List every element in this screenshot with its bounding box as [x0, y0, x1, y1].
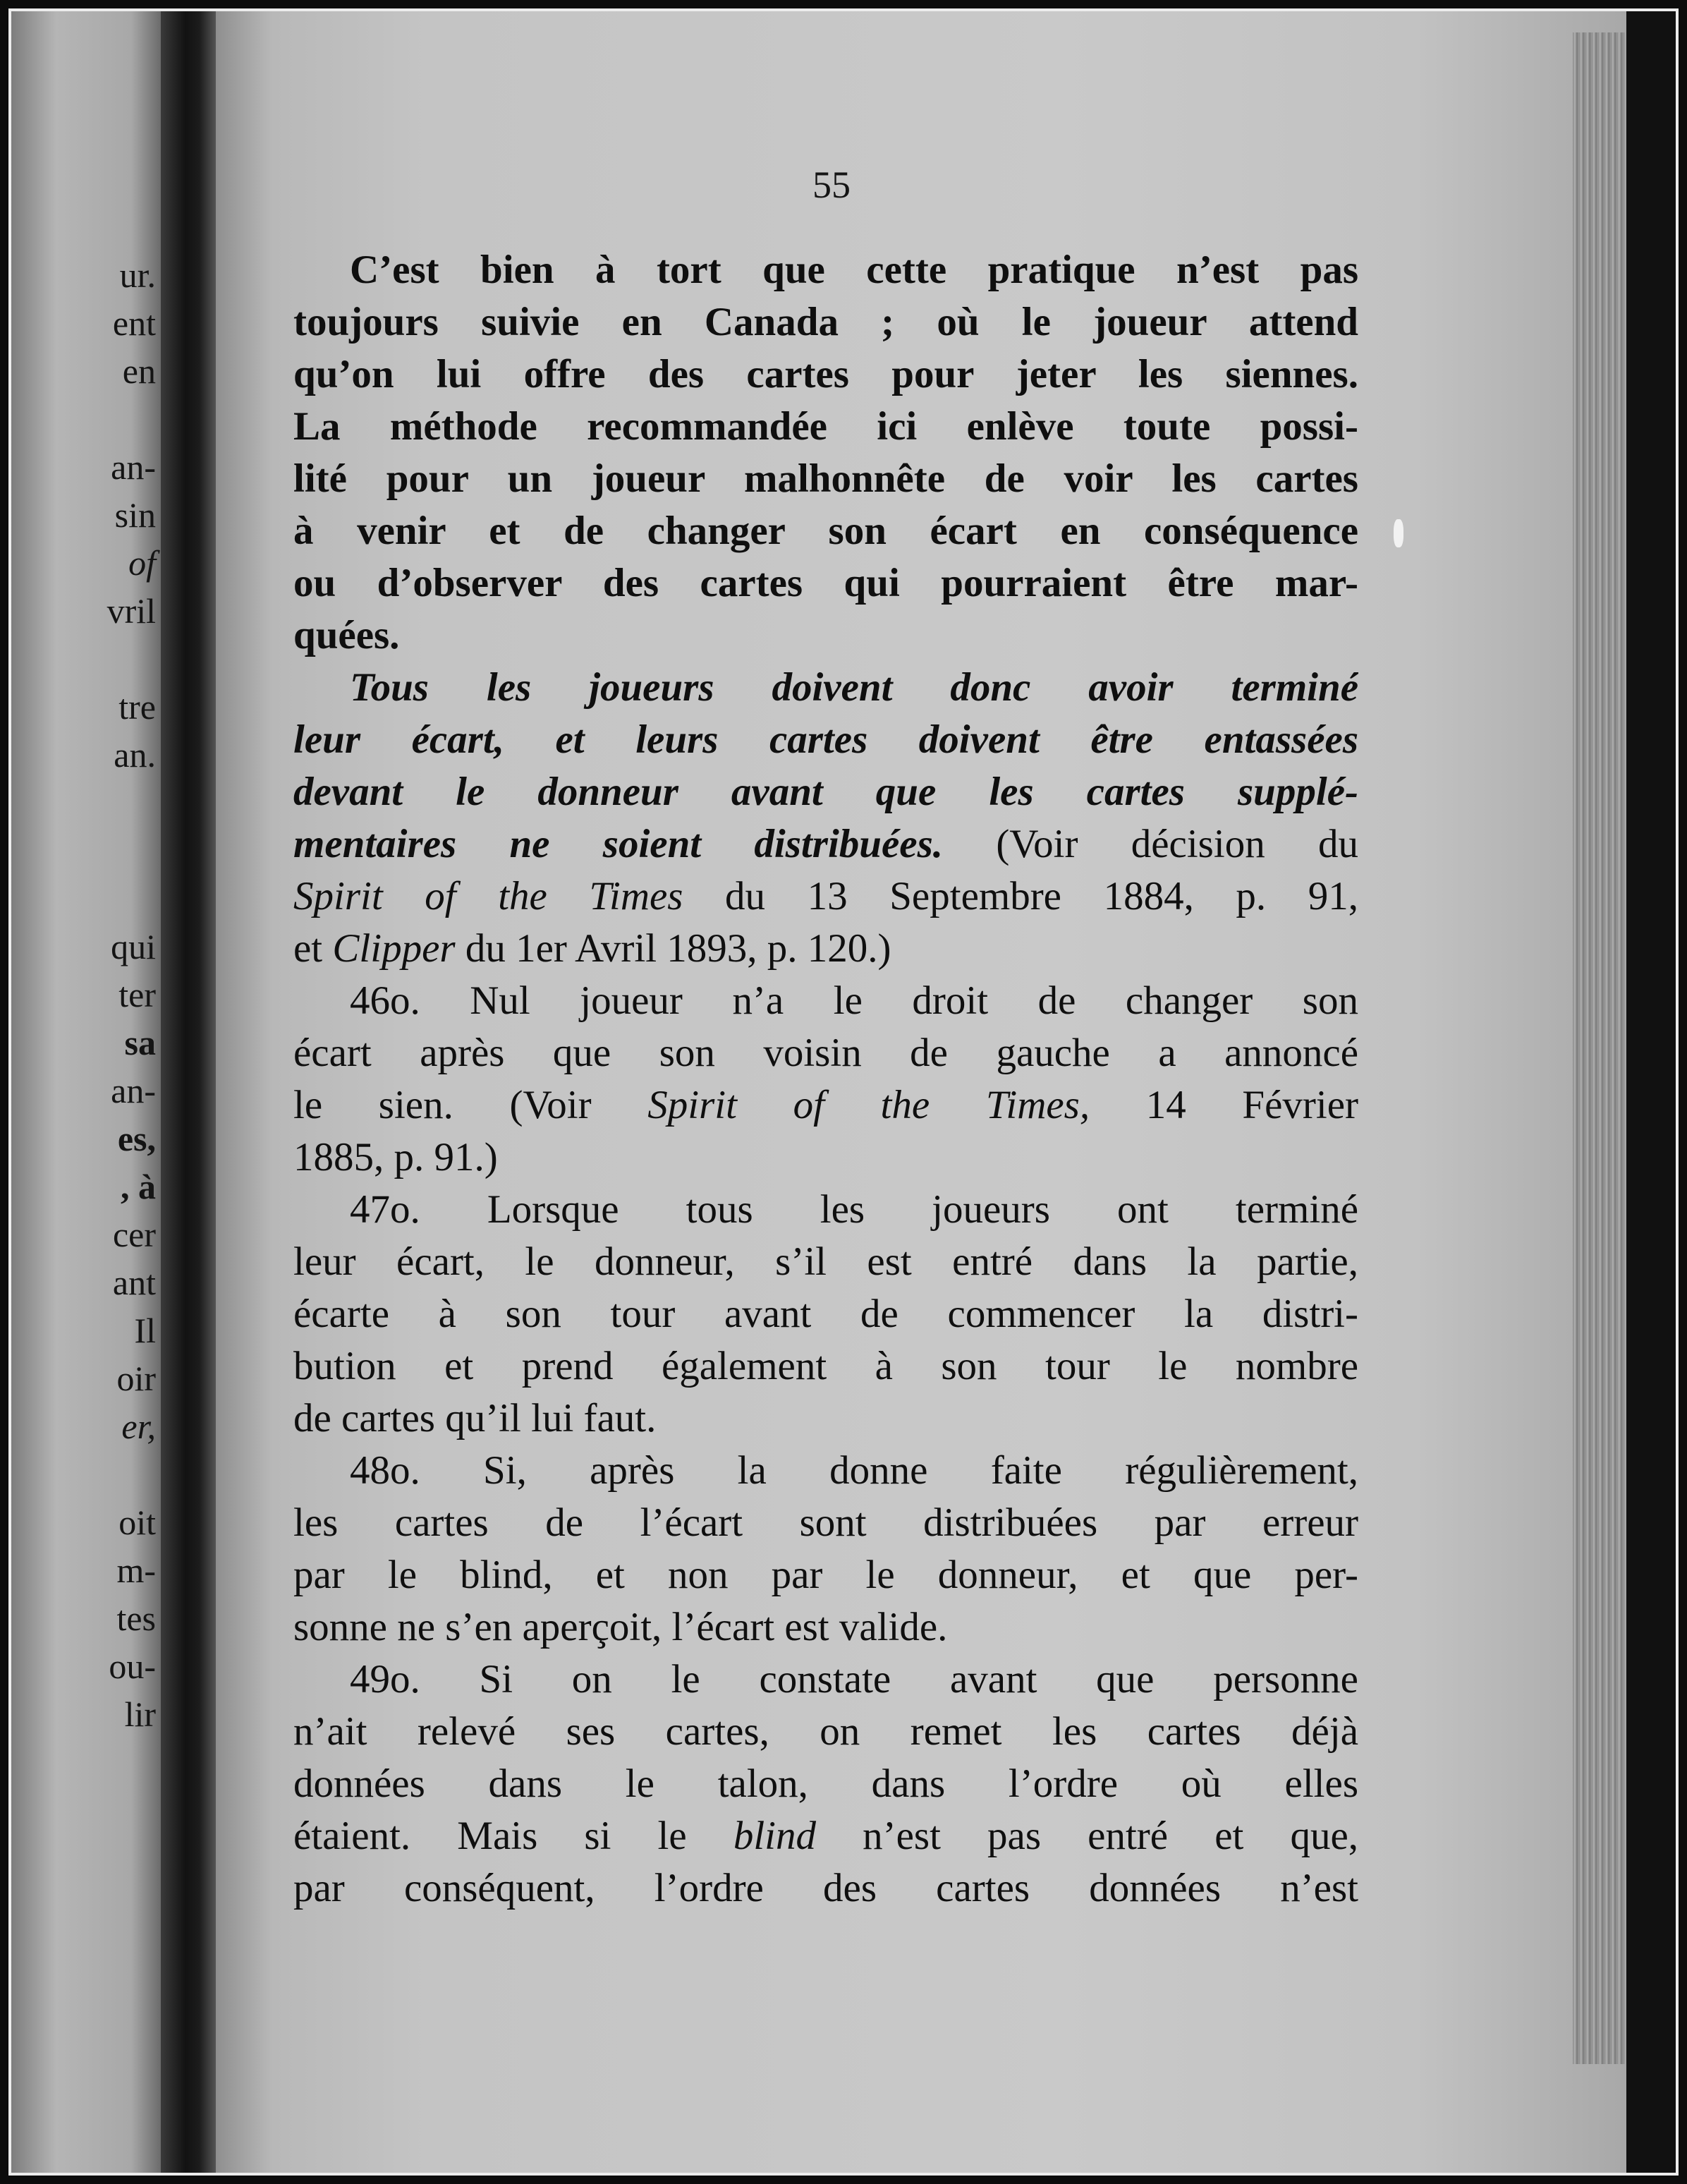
fragment: , à: [121, 1167, 156, 1206]
page-edges: [1573, 32, 1626, 2064]
fragment: sin: [114, 495, 156, 535]
fragment: [11, 1450, 156, 1498]
text-line: toujours suivie en Canada ; où le joueur attend: [293, 300, 1358, 344]
text-line: 47o. Lorsque tous les joueurs ont terminé: [350, 1187, 1358, 1232]
fragment: [11, 779, 156, 827]
roman-run: du 13 Septembre 1884, p. 91,: [683, 874, 1358, 918]
text-line: La méthode recommandée ici enlève toute possi-: [293, 404, 1358, 449]
text-line: ou d’observer des cartes qui pourraient être mar-: [293, 561, 1358, 605]
page-number: 55: [812, 164, 851, 206]
text-line: quées.: [293, 613, 400, 657]
roman-run: et: [293, 926, 333, 971]
text-line: [293, 818, 1358, 870]
fragment: ter: [118, 975, 156, 1014]
fragment: ant: [112, 1263, 156, 1302]
text-line: lité pour un joueur malhonnête de voir les cartes: [293, 456, 1358, 501]
text-line: par le blind, et non par le donneur, et que per-: [293, 1553, 1358, 1597]
fragment: of: [128, 543, 156, 583]
italic-run: mentaires ne soient distribuées.: [293, 822, 944, 866]
roman-run: n’est pas entré et que,: [816, 1814, 1358, 1858]
fragment: oit: [118, 1503, 156, 1542]
text-line: sonne ne s’en aperçoit, l’écart est valide.: [293, 1605, 948, 1649]
roman-run: du 1er Avril 1893, p. 120.): [455, 926, 891, 971]
text-line: 48o. Si, après la donne faite régulièrement,: [350, 1448, 1358, 1493]
scan-speck: [1394, 519, 1403, 547]
fragment: an.: [114, 735, 156, 775]
text-line: devant le donneur avant que les cartes supplé-: [293, 770, 1358, 814]
text-line: écart après que son voisin de gauche a annoncé: [293, 1031, 1358, 1075]
text-line: qu’on lui offre des cartes pour jeter les siennes.: [293, 352, 1358, 396]
fragment: lir: [124, 1694, 156, 1734]
text-line: les cartes de l’écart sont distribuées par erreur: [293, 1500, 1358, 1545]
fragment: ur.: [119, 255, 156, 295]
fragment: tre: [118, 687, 156, 727]
text-line: à venir et de changer son écart en conséquence: [293, 509, 1358, 553]
text-line: de cartes qu’il lui faut.: [293, 1396, 657, 1440]
fragment: tes: [116, 1598, 156, 1638]
text-line: Tous les joueurs doivent donc avoir terminé: [350, 665, 1358, 710]
fragment: ent: [112, 303, 156, 343]
text-line: [293, 870, 1358, 923]
roman-run: 14 Février: [1090, 1083, 1358, 1127]
fragment: an-: [111, 447, 156, 487]
text-line: 46o. Nul joueur n’a le droit de changer son: [350, 978, 1358, 1023]
text-line: écarte à son tour avant de commencer la distri-: [293, 1292, 1358, 1336]
roman-run: le sien. (Voir: [293, 1083, 648, 1127]
fragment: an-: [111, 1071, 156, 1110]
previous-page-edge: [11, 11, 161, 2173]
text-line: leur écart, le donneur, s’il est entré dans la partie,: [293, 1239, 1358, 1284]
fragment: cer: [112, 1215, 156, 1254]
fragment: [11, 827, 156, 875]
fragment: oir: [116, 1359, 156, 1398]
fragment: [11, 635, 156, 683]
text-line: par conséquent, l’ordre des cartes données n’est: [293, 1866, 1358, 1910]
roman-run: étaient. Mais si le: [293, 1814, 733, 1858]
book-gutter: [161, 11, 216, 2173]
text-line: C’est bien à tort que cette pratique n’est pas: [350, 248, 1358, 292]
fragment: en: [122, 351, 156, 391]
fragment: es,: [117, 1119, 156, 1158]
fragment: m-: [116, 1551, 156, 1590]
fragment: [11, 395, 156, 443]
page-text: [293, 244, 1358, 1915]
scan-frame: [8, 8, 1679, 2176]
italic-run: Clipper: [332, 926, 456, 971]
fragment: sa: [124, 1023, 156, 1062]
text-line: 49o. Si on le constate avant que personne: [350, 1657, 1358, 1701]
text-line: [293, 1810, 1358, 1862]
text-line: [293, 1079, 1358, 1132]
italic-run: Spirit of the Times,: [647, 1083, 1090, 1127]
previous-page-fragments: [11, 251, 156, 1738]
roman-run: (Voir décision du: [943, 822, 1358, 866]
fragment: [11, 875, 156, 923]
fragment: Il: [134, 1311, 156, 1350]
text-line: [293, 923, 1358, 975]
text-line: 1885, p. 91.): [293, 1135, 498, 1179]
text-line: données dans le talon, dans l’ordre où elles: [293, 1761, 1358, 1806]
fragment: ou-: [109, 1646, 156, 1686]
text-line: leur écart, et leurs cartes doivent être entassées: [293, 717, 1358, 762]
text-line: bution et prend également à son tour le nombre: [293, 1344, 1358, 1388]
fragment: vril: [106, 591, 156, 631]
italic-run: blind: [733, 1814, 816, 1858]
italic-run: Spirit of the Times: [293, 874, 683, 918]
fragment: er,: [121, 1407, 156, 1446]
text-line: n’ait relevé ses cartes, on remet les cartes déjà: [293, 1709, 1358, 1754]
fragment: qui: [111, 927, 156, 966]
